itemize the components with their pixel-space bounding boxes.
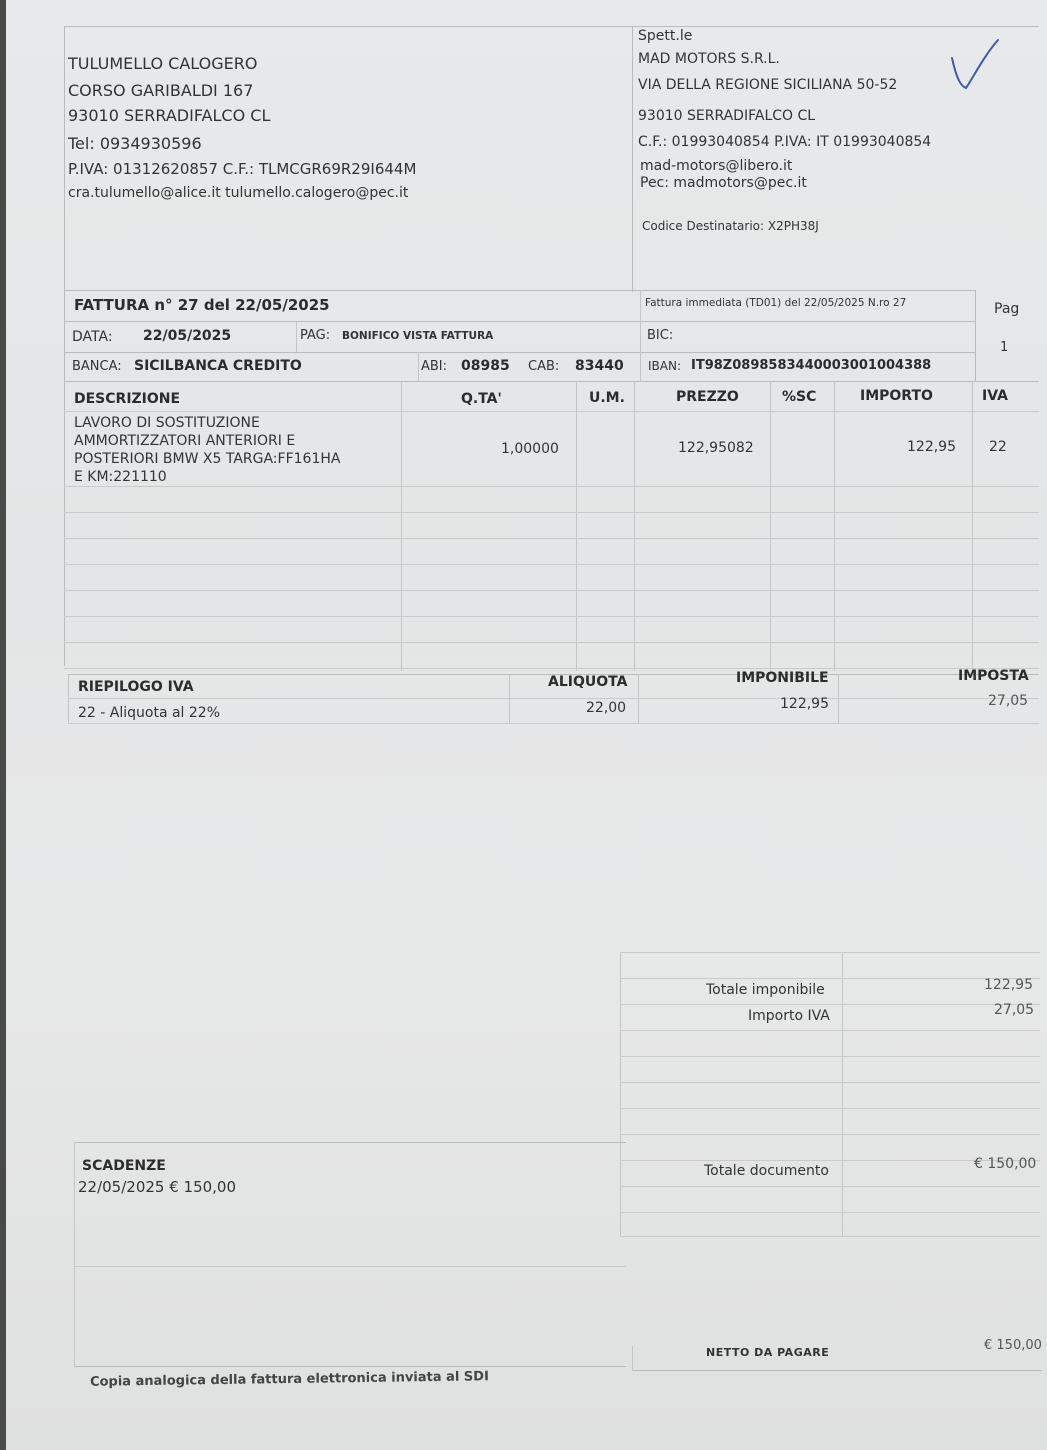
payment-value: BONIFICO VISTA FATTURA xyxy=(342,330,494,342)
abi-label: ABI: xyxy=(421,359,448,374)
row-description-line: E KM:221110 xyxy=(74,469,167,485)
totals-table xyxy=(620,950,1040,1240)
total-vat-label: Importo IVA xyxy=(748,1008,830,1024)
footer-note: Copia analogica della fattura elettronica inviata al SDI xyxy=(89,1369,489,1390)
vat-header-rate: ALIQUOTA xyxy=(548,674,628,690)
page-number: 1 xyxy=(1000,340,1009,355)
recipient-pec: Pec: madmotors@pec.it xyxy=(640,175,807,191)
total-taxable-value: 122,95 xyxy=(984,977,1033,993)
vat-row-label: 22 - Aliquota al 22% xyxy=(78,705,221,721)
date-label: DATA: xyxy=(72,329,113,345)
handwritten-check-icon xyxy=(946,36,1006,96)
sender-emails: cra.tulumello@alice.it tulumello.calogero@pec.it xyxy=(68,185,409,201)
recipient-salutation: Spett.le xyxy=(638,28,693,44)
recipient-city: 93010 SERRADIFALCO CL xyxy=(638,108,816,124)
sender-tel: Tel: 0934930596 xyxy=(68,134,202,153)
vat-row-tax: 27,05 xyxy=(988,693,1029,709)
col-header-description: DESCRIZIONE xyxy=(74,391,181,407)
page-label: Pag xyxy=(994,301,1020,317)
row-price: 122,95082 xyxy=(678,440,754,456)
payment-label: PAG: xyxy=(300,328,331,343)
row-description-line: AMMORTIZZATORI ANTERIORI E xyxy=(74,433,296,449)
col-header-amount: IMPORTO xyxy=(860,388,933,404)
date-value: 22/05/2025 xyxy=(143,328,232,344)
col-header-vat: IVA xyxy=(982,388,1008,404)
total-vat-value: 27,05 xyxy=(994,1002,1035,1018)
net-label: NETTO DA PAGARE xyxy=(706,1346,830,1359)
invoice-immediate: Fattura immediata (TD01) del 22/05/2025 N.ro 27 xyxy=(645,297,907,309)
vat-header-tax: IMPOSTA xyxy=(958,668,1029,684)
col-header-qty: Q.TA' xyxy=(461,391,502,407)
cab-value: 83440 xyxy=(575,358,624,374)
bank-label: BANCA: xyxy=(72,359,122,374)
vat-row-taxable: 122,95 xyxy=(780,696,829,712)
sender-name: TULUMELLO CALOGERO xyxy=(68,54,258,73)
row-qty: 1,00000 xyxy=(501,441,559,457)
sender-address: CORSO GARIBALDI 167 xyxy=(68,81,254,100)
row-vat: 22 xyxy=(989,439,1007,455)
bank-value: SICILBANCA CREDITO xyxy=(134,358,302,374)
row-amount: 122,95 xyxy=(907,439,956,455)
items-table xyxy=(64,381,1039,671)
recipient-code: Codice Destinatario: X2PH38J xyxy=(642,219,819,233)
iban-value: IT98Z0898583440003001004388 xyxy=(691,358,932,373)
vat-summary xyxy=(68,668,1039,724)
net-value: € 150,00 xyxy=(984,1338,1042,1353)
net-to-pay xyxy=(632,1338,1042,1372)
sender-city: 93010 SERRADIFALCO CL xyxy=(68,106,271,125)
vat-row-rate: 22,00 xyxy=(586,700,627,716)
col-header-discount: %SC xyxy=(782,389,817,405)
abi-value: 08985 xyxy=(461,358,510,374)
iban-label: IBAN: xyxy=(648,359,681,373)
recipient-name: MAD MOTORS S.R.L. xyxy=(638,51,780,67)
recipient-tax: C.F.: 01993040854 P.IVA: IT 01993040854 xyxy=(638,134,932,150)
cab-label: CAB: xyxy=(528,359,560,374)
vat-header-summary: RIEPILOGO IVA xyxy=(78,679,194,695)
recipient-address: VIA DELLA REGIONE SICILIANA 50-52 xyxy=(638,77,898,93)
total-taxable-label: Totale imponibile xyxy=(706,982,825,998)
sender-tax: P.IVA: 01312620857 C.F.: TLMCGR69R29I644M xyxy=(68,160,417,178)
recipient-email: mad-motors@libero.it xyxy=(640,158,793,174)
deadlines-entry: 22/05/2025 € 150,00 xyxy=(78,1178,237,1196)
table-row xyxy=(64,412,1039,486)
total-doc-value: € 150,00 xyxy=(974,1156,1037,1172)
col-header-um: U.M. xyxy=(589,390,625,406)
vat-header-taxable: IMPONIBILE xyxy=(736,670,829,686)
deadlines-title: SCADENZE xyxy=(82,1158,166,1174)
bic-label: BIC: xyxy=(647,328,674,343)
row-description-line: POSTERIORI BMW X5 TARGA:FF161HA xyxy=(74,451,341,467)
invoice-title: FATTURA n° 27 del 22/05/2025 xyxy=(74,296,330,314)
row-description-line: LAVORO DI SOSTITUZIONE xyxy=(74,415,260,431)
deadlines-box xyxy=(74,1142,626,1368)
invoice-sheet xyxy=(6,0,1047,1450)
total-doc-label: Totale documento xyxy=(704,1163,829,1179)
col-header-price: PREZZO xyxy=(676,389,739,405)
